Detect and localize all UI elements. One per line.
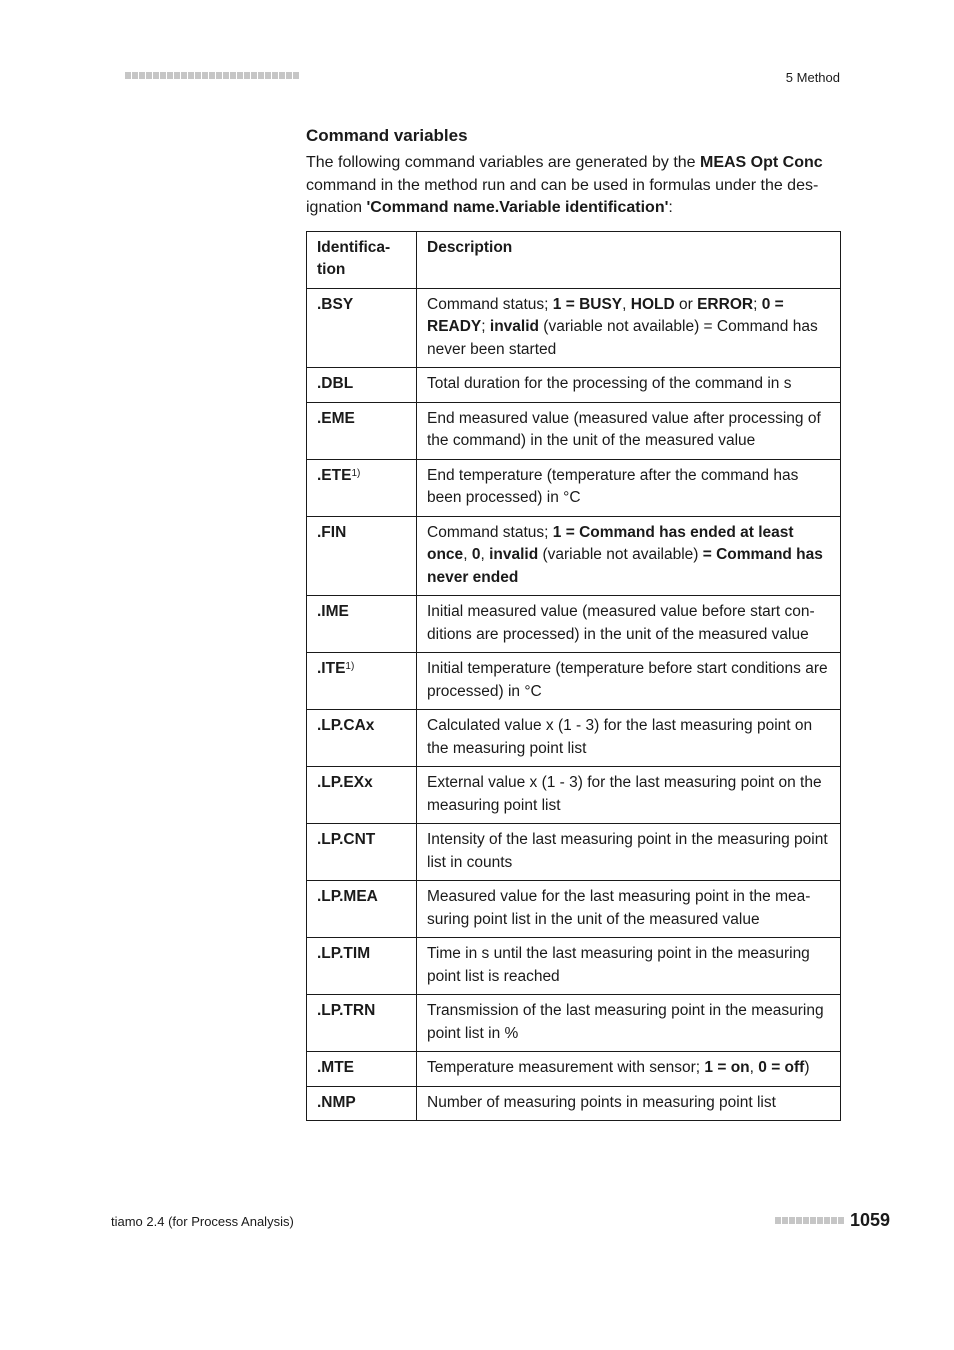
description-text: ) bbox=[804, 1059, 810, 1076]
table-row bbox=[307, 938, 841, 995]
intro-text-2: command in the method run and can be used in formulas under the designation bbox=[306, 176, 819, 216]
table-row bbox=[307, 596, 841, 653]
header-decoration bbox=[125, 72, 299, 80]
description-text: Initial temperature (temperature before start conditions are processed) in °C bbox=[427, 660, 828, 700]
variable-id-text: .LP.CNT bbox=[317, 831, 376, 848]
variable-description bbox=[417, 653, 841, 710]
description-text: , bbox=[463, 546, 472, 563]
description-text: Temperature measurement with sensor; bbox=[427, 1059, 705, 1076]
table-row bbox=[307, 881, 841, 938]
variable-id-text: .LP.TIM bbox=[317, 945, 371, 962]
description-text: Time in s until the last measuring point in the measuring point list is reached bbox=[427, 945, 810, 985]
description-text: External value x (1 - 3) for the last measuring point on the measuring point list bbox=[427, 774, 822, 814]
variable-id-text: .ITE bbox=[317, 660, 346, 677]
variable-id-text: .BSY bbox=[317, 295, 354, 313]
column-header-identification: Identification bbox=[307, 231, 417, 288]
variable-description bbox=[417, 710, 841, 767]
variable-id-text: .MTE bbox=[317, 1059, 355, 1076]
variable-description bbox=[417, 1052, 841, 1087]
intro-text-3: : bbox=[668, 199, 673, 216]
intro-command-name: MEAS Opt Conc bbox=[700, 154, 823, 171]
header-section-label: 5 Method bbox=[785, 70, 840, 85]
variable-description bbox=[417, 368, 841, 403]
footer-product: tiamo 2.4 (for Process Analysis) bbox=[111, 1214, 294, 1229]
table-row bbox=[307, 288, 841, 368]
description-text: Calculated value x (1 - 3) for the last measuring point on the measuring point list bbox=[427, 717, 813, 757]
description-emphasis: invalid bbox=[489, 546, 539, 563]
variable-identification bbox=[307, 516, 417, 596]
intro-text-1: The following command variables are generated by the bbox=[306, 154, 700, 171]
description-text: , bbox=[749, 1059, 759, 1076]
table-row bbox=[307, 1052, 841, 1087]
description-text: Number of measuring points in measuring point list bbox=[427, 1093, 776, 1111]
variable-identification bbox=[307, 938, 417, 995]
footer-decoration bbox=[775, 1217, 844, 1224]
variable-id-text: .FIN bbox=[317, 523, 347, 541]
description-text: Measured value for the last measuring point in the measuring point list in the unit of the measured value bbox=[427, 888, 811, 928]
description-text: or bbox=[674, 295, 698, 313]
variable-id-text: .LP.EXx bbox=[317, 774, 373, 791]
variable-description bbox=[417, 596, 841, 653]
variable-identification bbox=[307, 1086, 417, 1121]
description-emphasis: 1 = Command has ended at least once bbox=[427, 523, 794, 563]
variable-id-text: .ETE bbox=[317, 466, 352, 484]
description-emphasis: 0 bbox=[471, 546, 481, 563]
description-emphasis: HOLD bbox=[630, 295, 675, 313]
footnote-marker: 1) bbox=[351, 467, 361, 479]
variable-description bbox=[417, 516, 841, 596]
table-row bbox=[307, 767, 841, 824]
page-number: 1059 bbox=[849, 1210, 890, 1230]
description-emphasis: invalid bbox=[489, 318, 539, 335]
table-body bbox=[307, 288, 841, 1121]
variable-id-text: .LP.CAx bbox=[317, 717, 375, 734]
variable-description bbox=[417, 767, 841, 824]
description-text: End temperature (temperature after the command has been processed) in °C bbox=[427, 466, 799, 506]
variable-description bbox=[417, 995, 841, 1052]
table-row bbox=[307, 653, 841, 710]
footer-page bbox=[775, 1210, 890, 1231]
variable-description bbox=[417, 938, 841, 995]
description-text: Initial measured value (measured value before start conditions are processed) in the unit of the measured value bbox=[427, 603, 815, 643]
description-emphasis: 0 = off bbox=[758, 1059, 805, 1076]
description-text: Command status; bbox=[427, 523, 553, 541]
variable-identification bbox=[307, 1052, 417, 1087]
table-row bbox=[307, 516, 841, 596]
table-row bbox=[307, 1086, 841, 1121]
variable-id-text: .EME bbox=[317, 409, 355, 427]
description-text: Transmission of the last measuring point in the measuring point list in % bbox=[427, 1002, 824, 1042]
description-text: (variable not available) = Command has never been started bbox=[427, 318, 818, 358]
description-text: ; bbox=[753, 295, 762, 313]
table-row bbox=[307, 459, 841, 516]
variable-id-text: .DBL bbox=[317, 375, 354, 392]
variable-identification bbox=[307, 402, 417, 459]
variable-description bbox=[417, 288, 841, 368]
variable-id-text: .NMP bbox=[317, 1093, 356, 1111]
description-emphasis: ERROR bbox=[697, 295, 754, 313]
description-text: (variable not available) bbox=[538, 546, 703, 563]
column-header-description: Description bbox=[417, 231, 841, 288]
variable-identification bbox=[307, 824, 417, 881]
variable-identification bbox=[307, 368, 417, 403]
variable-description bbox=[417, 402, 841, 459]
description-text: Intensity of the last measuring point in the measuring point list in counts bbox=[427, 831, 828, 871]
description-text: , bbox=[480, 546, 490, 563]
variable-description bbox=[417, 1086, 841, 1121]
variable-identification bbox=[307, 596, 417, 653]
command-variables-table bbox=[306, 231, 841, 1122]
table-row bbox=[307, 824, 841, 881]
description-emphasis: = Command has never ended bbox=[427, 546, 823, 586]
variable-identification bbox=[307, 881, 417, 938]
variable-description bbox=[417, 459, 841, 516]
description-text: End measured value (measured value after processing of the command) in the unit of the measured value bbox=[427, 409, 821, 449]
description-text: Command status; bbox=[427, 295, 553, 313]
variable-identification bbox=[307, 710, 417, 767]
variable-identification bbox=[307, 995, 417, 1052]
table-row bbox=[307, 368, 841, 403]
description-text: ; bbox=[481, 318, 490, 335]
variable-identification bbox=[307, 767, 417, 824]
intro-paragraph bbox=[306, 152, 841, 220]
footnote-marker: 1) bbox=[345, 661, 355, 672]
variable-identification bbox=[307, 653, 417, 710]
table-row bbox=[307, 995, 841, 1052]
main-content bbox=[306, 126, 841, 1121]
variable-identification bbox=[307, 288, 417, 368]
table-row bbox=[307, 402, 841, 459]
description-emphasis: 1 = on bbox=[704, 1059, 750, 1076]
variable-id-text: .LP.MEA bbox=[317, 888, 378, 905]
table-header-row bbox=[307, 231, 841, 288]
table-row bbox=[307, 710, 841, 767]
variable-id-text: .LP.TRN bbox=[317, 1002, 376, 1019]
description-text: Total duration for the processing of the command in s bbox=[427, 375, 792, 392]
description-text: , bbox=[622, 295, 631, 313]
variable-description bbox=[417, 881, 841, 938]
description-emphasis: 0 = READY bbox=[427, 295, 784, 335]
description-emphasis: 1 = BUSY bbox=[552, 295, 623, 313]
variable-identification bbox=[307, 459, 417, 516]
intro-designation: 'Command name.Variable identification' bbox=[366, 199, 669, 216]
section-title: Command variables bbox=[306, 126, 468, 145]
variable-id-text: .IME bbox=[317, 603, 349, 620]
variable-description bbox=[417, 824, 841, 881]
